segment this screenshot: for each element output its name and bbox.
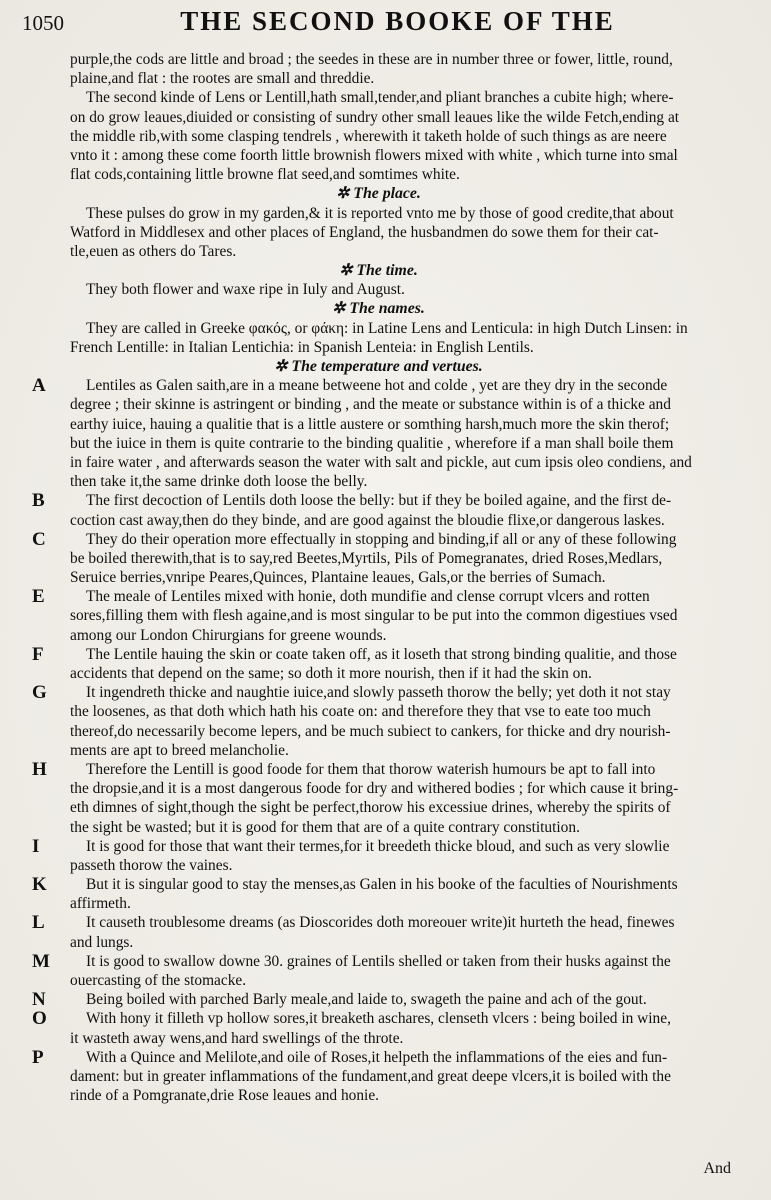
margin-letter: P	[32, 1047, 44, 1067]
text-line	[22, 818, 735, 837]
page-body	[22, 50, 735, 1105]
line-text: dament: but in greater inflammations of the fundament,and great deepe vlcers,it is boiled with the	[70, 1067, 671, 1085]
text-line	[22, 242, 735, 261]
line-text: be boiled therewith,that is to say,red Beetes,Myrtils, Pils of Pomegranates, dried Roses,Medlars,	[70, 549, 663, 567]
line-text: among our London Chirurgians for greene wounds.	[70, 626, 387, 644]
margin-letter: H	[32, 759, 47, 780]
line-text: ouercasting of the stomacke.	[70, 972, 247, 989]
text-line	[22, 511, 735, 530]
line-text: These pulses do grow in my garden,& it is reported vnto me by those of good credite,that about	[86, 204, 674, 222]
line-text: It causeth troublesome dreams (as Dioscorides doth moreouer write)it hurteth the head, finewes	[86, 914, 675, 932]
text-line	[22, 338, 735, 357]
line-text: the dropsie,and it is a most dangerous foode for dry and withered bodies ; for which cause it bring-	[70, 780, 679, 798]
text-line	[22, 1029, 735, 1048]
text-line	[22, 587, 735, 606]
text-line	[22, 453, 735, 472]
margin-letter: A	[32, 376, 46, 396]
text-line	[22, 568, 735, 587]
text-line	[22, 223, 735, 242]
line-text: It is good for those that want their termes,for it breedeth thicke bloud, and such as very slowlie	[86, 837, 670, 855]
running-title: THE SECOND BOOKE OF THE	[180, 6, 615, 36]
line-text: purple,the cods are little and broad ; the seedes in these are in number three or fower, little, round,	[70, 51, 673, 68]
text-line	[22, 395, 735, 414]
margin-letter: L	[32, 913, 45, 933]
line-text: accidents that depend on the same; so doth it more nourish, then if it had the skin on.	[70, 665, 592, 682]
line-text: degree ; their skinne is astringent or binding , and the meate or substance within is of a thicke and	[70, 396, 671, 414]
text-line	[22, 434, 735, 453]
catchword: And	[703, 1160, 731, 1177]
line-text: The Lentile hauing the skin or coate taken off, as it loseth that strong binding qualitie, and those	[86, 645, 677, 663]
line-text: on do grow leaues,diuided or consisting of sundry other small leaues like the wilde Fetch,ending at	[70, 108, 680, 126]
line-text: Lentiles as Galen saith,are in a meane betweene hot and colde , yet are they dry in the seconde	[86, 377, 668, 395]
text-line	[22, 530, 735, 549]
line-text: tle,euen as others do Tares.	[70, 242, 237, 260]
section-heading	[22, 184, 735, 203]
text-line	[22, 1048, 735, 1067]
margin-letter: B	[32, 491, 45, 511]
line-text: plaine,and flat : the rootes are small and threddie.	[70, 70, 375, 88]
line-text: The meale of Lentiles mixed with honie, doth mundifie and clense corrupt vlcers and rotten	[86, 588, 650, 606]
line-text: sores,filling them with flesh againe,and is most singular to be put into the common digestiues vsed	[70, 607, 678, 625]
line-text: and lungs.	[70, 933, 134, 951]
running-head	[22, 6, 735, 50]
section-heading	[22, 261, 735, 280]
text-line	[22, 645, 735, 664]
text-line	[22, 146, 735, 165]
text-line	[22, 319, 735, 338]
text-line	[22, 1086, 735, 1105]
line-text: eth dimnes of sight,though the sight be perfect,thorow his excessiue drines, whereby the spirits of	[70, 799, 671, 817]
line-text: The second kinde of Lens or Lentill,hath small,tender,and pliant branches a cubite high; where-	[86, 89, 674, 107]
section-heading	[22, 357, 735, 376]
text-line	[22, 1067, 735, 1086]
text-line	[22, 990, 735, 1009]
text-line	[22, 683, 735, 702]
line-text: the sight be wasted; but it is good for them that are of a quite contrary constitution.	[70, 818, 580, 836]
line-text: Being boiled with parched Barly meale,and laide to, swageth the paine and ach of the gout.	[86, 991, 647, 1009]
text-line	[22, 280, 735, 299]
text-line	[22, 88, 735, 107]
text-line	[22, 933, 735, 952]
line-text: ments are apt to breed melancholie.	[70, 741, 289, 759]
margin-letter: K	[32, 875, 47, 895]
text-line	[22, 779, 735, 798]
line-text: affirmeth.	[70, 895, 131, 913]
line-text: Seruice berries,vnripe Peares,Quinces, Plantaine leaues, Gals,or the berries of Sumach.	[70, 569, 606, 587]
text-line	[22, 798, 735, 817]
text-line	[22, 50, 735, 69]
text-line	[22, 875, 735, 894]
text-line	[22, 491, 735, 510]
line-text: in faire water , and afterwards season the water with salt and pickle, aut cum ipsis oleo condiens, and	[70, 453, 692, 471]
text-line	[22, 606, 735, 625]
line-text: the middle rib,with some clasping tendrels , wherewith it taketh holde of such things as are neere	[70, 127, 667, 145]
line-text: but the iuice in them is quite contrarie to the binding qualitie , wherefore if a man shall boile them	[70, 434, 674, 452]
line-text: earthy iuice, hauing a qualitie that is a little austere or somthing harsh,much more the skin therof;	[70, 415, 670, 433]
text-line	[22, 722, 735, 741]
line-text: With hony it filleth vp hollow sores,it breaketh aschares, clenseth vlcers : being boiled in wine,	[86, 1010, 671, 1028]
text-line	[22, 415, 735, 434]
line-text: it wasteth away wens,and hard swellings of the throte.	[70, 1029, 404, 1047]
line-text: ✲ The temperature and vertues.	[274, 358, 483, 375]
line-text: With a Quince and Melilote,and oile of Roses,it helpeth the inflammations of the eies and fun-	[86, 1048, 668, 1066]
text-line	[22, 127, 735, 146]
line-text: Therefore the Lentill is good foode for them that thorow waterish humours be apt to fall into	[86, 760, 656, 778]
line-text: But it is singular good to stay the menses,as Galen in his booke of the faculties of Nourishments	[86, 876, 678, 894]
margin-letter: I	[32, 836, 40, 856]
text-line	[22, 204, 735, 223]
line-text: It ingendreth thicke and naughtie iuice,and slowly passeth thorow the belly; yet doth it not stay	[86, 684, 671, 702]
text-line	[22, 1009, 735, 1028]
line-text: thereof,do necessarily become lepers, and be much subiect to cankers, for thicke and dry nourish-	[70, 722, 671, 740]
line-text: French Lentille: in Italian Lentichia: in Spanish Lenteia: in English Lentils.	[70, 338, 534, 356]
text-line	[22, 376, 735, 395]
text-line	[22, 952, 735, 971]
text-line	[22, 69, 735, 88]
text-line	[22, 702, 735, 721]
line-text: the loosenes, as that doth which hath his coate on: and therefore they that vse to eate too much	[70, 703, 651, 721]
margin-letter: M	[32, 951, 50, 971]
text-line	[22, 913, 735, 932]
line-text: They are called in Greeke φακός, or φάκη: in Latine Lens and Lenticula: in high Dutch Linsen: in	[86, 319, 688, 337]
line-text: ✲ The names.	[332, 300, 425, 318]
text-line	[22, 626, 735, 645]
line-text: The first decoction of Lentils doth loose the belly: but if they be boiled againe, and the first de-	[86, 492, 672, 510]
section-heading	[22, 299, 735, 318]
line-text: vnto it : among these come foorth little brownish flowers mixed with white , which turne into smal	[70, 146, 678, 164]
margin-letter: O	[32, 1009, 47, 1029]
margin-letter: F	[32, 644, 44, 664]
text-line	[22, 472, 735, 491]
line-text: They do their operation more effectually in stopping and binding,if all or any of these following	[86, 530, 677, 548]
margin-letter: C	[32, 529, 46, 549]
margin-letter: E	[32, 587, 45, 607]
text-line	[22, 165, 735, 184]
line-text: passeth thorow the vaines.	[70, 856, 233, 874]
text-line	[22, 837, 735, 856]
page-number: 1050	[22, 11, 64, 35]
line-text: It is good to swallow downe 30. graines of Lentils shelled or taken from their husks against the	[86, 952, 671, 970]
margin-letter: G	[32, 683, 47, 703]
text-line	[22, 971, 735, 990]
line-text: ✲ The time.	[339, 262, 418, 280]
line-text: Watford in Middlesex and other places of England, the husbandmen do sowe them for their cat-	[70, 223, 659, 241]
text-line	[22, 549, 735, 568]
line-text: They both flower and waxe ripe in Iuly and August.	[86, 281, 405, 299]
line-text: rinde of a Pomgranate,drie Rose leaues and honie.	[70, 1087, 379, 1105]
text-line	[22, 894, 735, 913]
margin-letter: N	[32, 990, 46, 1010]
text-line	[22, 108, 735, 127]
text-line	[22, 664, 735, 683]
line-text: coction cast away,then do they binde, and are good against the bloudie flixe,or dangerous laskes.	[70, 511, 665, 529]
line-text: flat cods,containing little browne flat seed,and somtimes white.	[70, 166, 460, 184]
text-line	[22, 856, 735, 875]
text-line	[22, 741, 735, 760]
line-text: ✲ The place.	[336, 185, 421, 203]
line-text: then take it,the same drinke doth loose the belly.	[70, 473, 368, 491]
text-line	[22, 760, 735, 779]
